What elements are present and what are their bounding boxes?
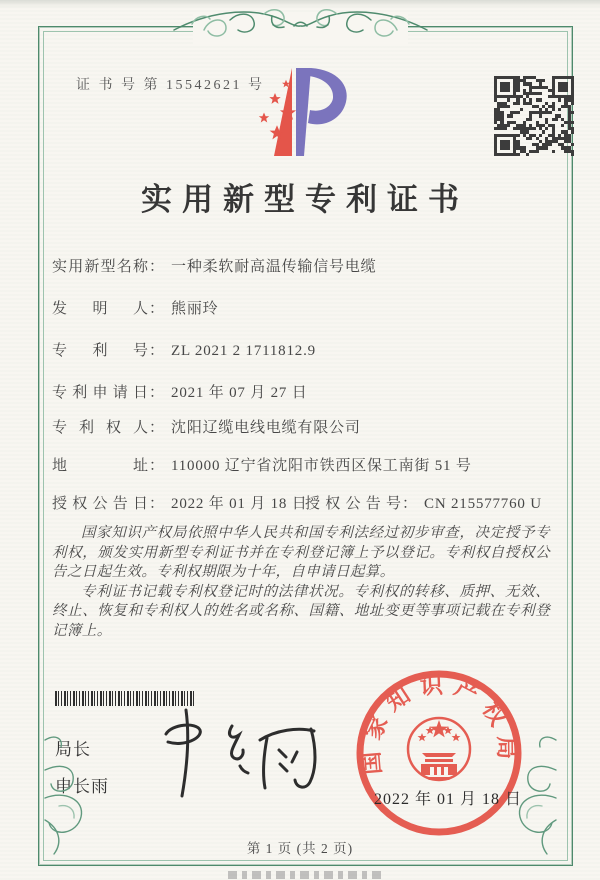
- field-address: [52, 454, 472, 475]
- colon: ：: [149, 420, 165, 436]
- legal-notice: [52, 524, 550, 641]
- field-value: ZL 2021 2 1711812.9: [171, 343, 316, 359]
- field-value: 110000 辽宁省沈阳市铁西区保工南街 51 号: [171, 458, 472, 474]
- director-title: 局长: [55, 740, 91, 759]
- notice-paragraph-1: 国家知识产权局依照中华人民共和国专利法经过初步审查，决定授予专利权，颁发实用新型专利证书并在专利登记簿上予以登记。专利权自授权公告之日起生效。专利权期限为十年，自申请日起算。: [52, 525, 550, 580]
- seal-date: 2022 年 01 月 18 日: [374, 791, 523, 808]
- corner-flourish-right-icon: [494, 714, 560, 856]
- cnipa-logo-icon: [238, 62, 363, 168]
- field-grant-date: [52, 492, 542, 513]
- national-emblem-icon: [408, 718, 470, 780]
- field-label: 实用新型名称: [52, 259, 149, 275]
- seal-text: 国家知识产权局: [357, 672, 520, 776]
- field-label: 地址: [52, 458, 149, 474]
- colon: ：: [402, 496, 418, 512]
- director-name: 申长雨: [55, 777, 109, 796]
- field-label: 授权公告号: [305, 496, 402, 512]
- cutoff-text-fragment: [228, 871, 383, 879]
- colon: ：: [149, 496, 165, 512]
- qr-code: [494, 76, 574, 156]
- dragon-ornament-icon: [168, 0, 433, 56]
- colon: ：: [149, 343, 165, 359]
- colon: ：: [149, 259, 165, 275]
- director-signature: [148, 700, 323, 805]
- field-value: CN 215577760 U: [424, 496, 542, 512]
- field-utility-model-name: [52, 255, 376, 276]
- field-value: 2022 年 01 月 18 日: [171, 496, 308, 512]
- corner-flourish-left-icon: [41, 714, 107, 856]
- field-patentee: [52, 416, 361, 437]
- field-label: 专利申请日: [52, 385, 149, 401]
- colon: ：: [149, 385, 165, 401]
- field-grant-number: [305, 492, 542, 513]
- field-filing-date: [52, 381, 308, 402]
- field-patent-number: [52, 339, 316, 360]
- field-label: 发明人: [52, 301, 149, 317]
- notice-paragraph-2: 专利证书记载专利权登记时的法律状况。专利权的转移、质押、无效、终止、恢复和专利权人的姓名或名称、国籍、地址变更等事项记载在专利登记簿上。: [52, 583, 550, 639]
- field-value: 沈阳辽缆电线电缆有限公司: [171, 420, 361, 436]
- field-inventor: [52, 297, 218, 318]
- colon: ：: [149, 301, 165, 317]
- page-title: 实用新型专利证书: [141, 182, 469, 217]
- field-label: 专利权人: [52, 420, 149, 436]
- field-value: 一种柔软耐高温传输信号电缆: [171, 259, 377, 275]
- certificate-number: 证 书 号 第 15542621 号: [76, 78, 265, 93]
- colon: ：: [149, 458, 165, 474]
- field-value: 熊丽玲: [171, 301, 219, 317]
- field-label: 授权公告日: [52, 496, 149, 512]
- field-value: 2021 年 07 月 27 日: [171, 385, 308, 401]
- page-number: 第 1 页 (共 2 页): [246, 841, 354, 856]
- field-label: 专利号: [52, 343, 149, 359]
